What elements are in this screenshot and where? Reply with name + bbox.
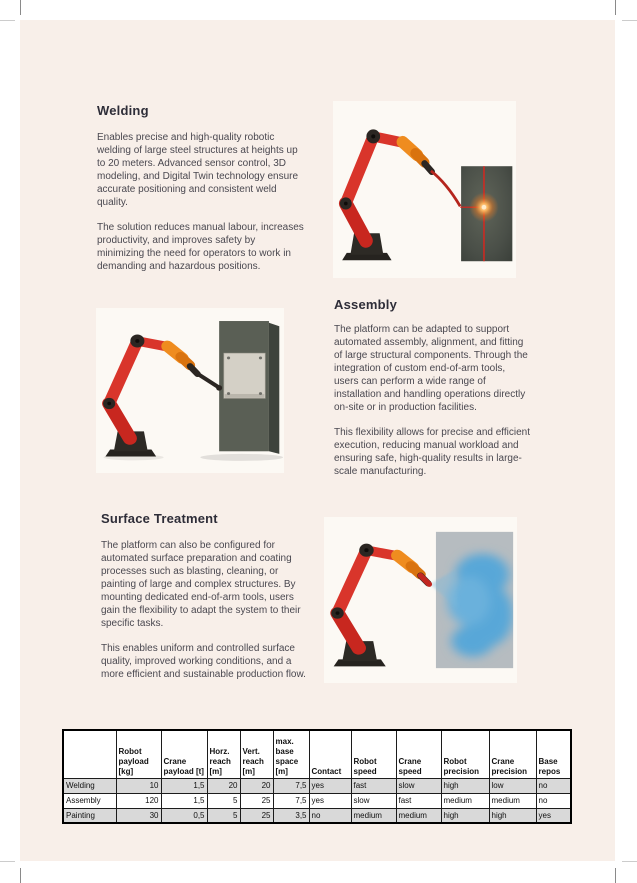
table-cell: low	[489, 778, 536, 793]
table-cell: yes	[309, 778, 351, 793]
col-header-contact: Contact	[309, 730, 351, 778]
table-cell: fast	[396, 793, 441, 808]
table-cell: no	[536, 793, 571, 808]
table-header-row	[63, 730, 571, 778]
table-cell: yes	[536, 808, 571, 823]
assembly-heading: Assembly	[334, 297, 398, 312]
table-cell: 25	[240, 793, 273, 808]
painting-robot-graphic	[324, 517, 517, 683]
application-spec-table	[62, 729, 572, 824]
table-cell: medium	[489, 793, 536, 808]
column-side-face	[269, 323, 279, 454]
crop-mark	[20, 868, 21, 883]
col-header-base-repos: Base repos	[536, 730, 571, 778]
crop-mark	[0, 861, 15, 862]
assembly-illustration	[96, 308, 284, 473]
col-header-max-base-space: max. base space [m]	[273, 730, 309, 778]
plate-bottom-shade	[225, 394, 264, 398]
gripper-tool	[197, 373, 219, 387]
col-header-robot-payload: Robot payload [kg]	[116, 730, 161, 778]
col-header-crane-precision: Crane precision	[489, 730, 536, 778]
table-cell: 1,5	[161, 778, 207, 793]
table-cell: slow	[351, 793, 396, 808]
table-cell: 10	[116, 778, 161, 793]
painting-illustration	[324, 517, 517, 683]
table-cell: high	[489, 808, 536, 823]
table-cell: 5	[207, 808, 240, 823]
table-cell: yes	[309, 793, 351, 808]
row-label: Welding	[63, 778, 116, 793]
col-header-blank	[63, 730, 116, 778]
welding-paragraph-1: Enables precise and high-quality robotic welding of large steel structures at heights up to 20 meters. Advanced sensor control, 3D modeling, and Digital Twin technology ensure accurate positioning and consistent weld quality.	[97, 132, 299, 208]
table-cell: medium	[396, 808, 441, 823]
table-cell: high	[441, 808, 489, 823]
col-header-vert-reach: Vert. reach [m]	[240, 730, 273, 778]
table-cell: 5	[207, 793, 240, 808]
table-cell: 7,5	[273, 778, 309, 793]
col-header-robot-precision: Robot precision	[441, 730, 489, 778]
gripper-head	[216, 385, 222, 391]
crop-mark	[615, 0, 616, 15]
plate-screw	[259, 356, 262, 359]
table-cell: 120	[116, 793, 161, 808]
assembly-paragraph-2: This flexibility allows for precise and efficient execution, reducing manual workload and ensuring safe, high-quality results in large-scale manufacturing.	[334, 427, 531, 477]
table-cell: no	[536, 778, 571, 793]
plate-screw	[227, 392, 230, 395]
assembly-paragraph-1: The platform can be adapted to support automated assembly, alignment, and fitting of large structural components. Through the integration of custom end-of-arm tools, users can perform a wide range of installation and handling operations directly on-site or in production facilities.	[334, 324, 528, 413]
welding-paragraph-2: The solution reduces manual labour, increases productivity, and improves safety by minimizing the need for operators to work in demanding and hazardous positions.	[97, 222, 304, 272]
table-cell: no	[309, 808, 351, 823]
table-cell: 20	[207, 778, 240, 793]
table-cell: 25	[240, 808, 273, 823]
panel-shadow	[200, 454, 283, 461]
col-header-crane-payload: Crane payload [t]	[161, 730, 207, 778]
col-header-horz-reach: Horz. reach [m]	[207, 730, 240, 778]
table-row-painting	[63, 808, 571, 823]
welding-robot-graphic	[333, 101, 516, 278]
table-cell: medium	[351, 808, 396, 823]
assembly-text	[334, 323, 532, 490]
table-cell: slow	[396, 778, 441, 793]
table-cell: 1,5	[161, 793, 207, 808]
crop-mark	[622, 861, 637, 862]
surface-treatment-heading: Surface Treatment	[101, 511, 218, 526]
crop-mark	[0, 20, 15, 21]
crop-mark	[20, 0, 21, 15]
spec-table-container	[62, 729, 572, 824]
table-cell: 20	[240, 778, 273, 793]
table-cell: high	[441, 778, 489, 793]
welding-illustration	[333, 101, 516, 278]
welding-heading: Welding	[97, 103, 149, 118]
table-cell: 30	[116, 808, 161, 823]
document-page	[20, 20, 615, 861]
spray-nozzle	[421, 576, 430, 585]
row-label: Painting	[63, 808, 116, 823]
surface-treatment-paragraph-1: The platform can also be configured for automated surface preparation and coating processes such as blasting, cleaning, or painting of large and complex structures. By mounting dedicated end-of-arm tools, users gain the flexibility to adapt the system to their specific tasks.	[101, 540, 301, 629]
robot-arm	[331, 544, 428, 667]
row-label: Assembly	[63, 793, 116, 808]
table-row-assembly	[63, 793, 571, 808]
table-cell: 0,5	[161, 808, 207, 823]
table-cell: 3,5	[273, 808, 309, 823]
assembly-robot-graphic	[96, 308, 284, 473]
weld-spark-core	[482, 205, 487, 210]
col-header-robot-speed: Robot speed	[351, 730, 396, 778]
robot-arm	[340, 129, 432, 260]
robot-arm	[103, 334, 197, 456]
welding-torch	[431, 171, 460, 206]
table-cell: 7,5	[273, 793, 309, 808]
surface-treatment-paragraph-2: This enables uniform and controlled surface quality, improved working conditions, and a more efficient and sustainable production flow.	[101, 643, 306, 680]
plate-screw	[259, 392, 262, 395]
crop-mark	[615, 868, 616, 883]
plate-screw	[227, 356, 230, 359]
table-cell: medium	[441, 793, 489, 808]
welding-text	[97, 131, 305, 285]
crop-mark	[622, 20, 637, 21]
mounting-plate	[224, 353, 265, 398]
surface-treatment-text	[101, 539, 313, 693]
table-row-welding	[63, 778, 571, 793]
table-cell: fast	[351, 778, 396, 793]
col-header-crane-speed: Crane speed	[396, 730, 441, 778]
